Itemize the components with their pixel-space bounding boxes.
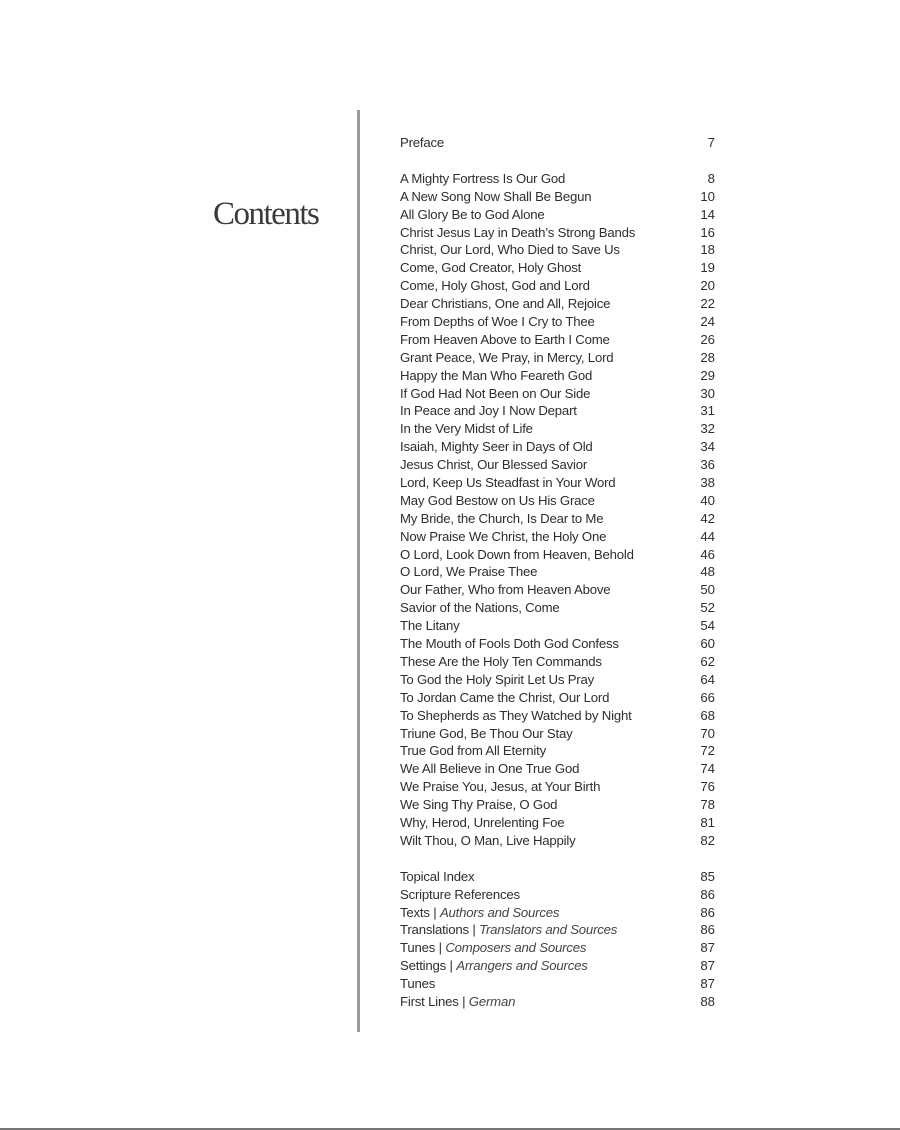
toc-entry[interactable] xyxy=(400,689,715,707)
toc-entry-title-text: My Bride, the Church, Is Dear to Me xyxy=(400,510,604,526)
toc-entry-title xyxy=(400,438,593,456)
toc-entry-title xyxy=(400,868,474,886)
toc-entry-page-number: 22 xyxy=(700,296,715,312)
toc-entry-title xyxy=(400,420,533,438)
toc-entry-title xyxy=(400,295,610,313)
toc-hymns-section xyxy=(400,170,715,850)
toc-entry-page-number: 66 xyxy=(700,689,715,705)
toc-entry[interactable] xyxy=(400,367,715,385)
toc-entry[interactable] xyxy=(400,939,715,957)
toc-entry-title xyxy=(400,617,460,635)
toc-entry-page-number: 85 xyxy=(700,868,715,884)
toc-entry[interactable] xyxy=(400,671,715,689)
toc-entry-page-number: 68 xyxy=(700,707,715,723)
toc-entry[interactable] xyxy=(400,134,715,152)
toc-entry-page-number: 10 xyxy=(700,188,715,204)
toc-entry-title xyxy=(400,653,602,671)
toc-entry[interactable] xyxy=(400,814,715,832)
toc-entry-page-number: 50 xyxy=(700,582,715,598)
toc-entry-title-text: Texts | xyxy=(400,904,440,920)
toc-entry-subtitle: German xyxy=(468,993,516,1009)
toc-entry-title-text: Triune God, Be Thou Our Stay xyxy=(400,725,573,741)
toc-entry-title-text: Christ Jesus Lay in Death’s Strong Bands xyxy=(400,224,636,240)
toc-entry-page-number: 60 xyxy=(700,636,715,652)
toc-entry-page-number: 62 xyxy=(700,653,715,669)
toc-entry[interactable] xyxy=(400,904,715,922)
toc-entry-title-text: Tunes xyxy=(400,976,436,992)
toc-entry[interactable] xyxy=(400,796,715,814)
toc-entry-title xyxy=(400,331,610,349)
toc-entry[interactable] xyxy=(400,707,715,725)
toc-entry-page-number: 64 xyxy=(700,671,715,687)
toc-entry-title xyxy=(400,349,613,367)
toc-entry-title xyxy=(400,760,579,778)
toc-entry-title xyxy=(400,921,617,939)
toc-entry[interactable] xyxy=(400,581,715,599)
toc-entry-title-text: To God the Holy Spirit Let Us Pray xyxy=(400,671,595,687)
toc-entry-title-text: We Sing Thy Praise, O God xyxy=(400,797,558,813)
toc-entry[interactable] xyxy=(400,832,715,850)
toc-entry-page-number: 16 xyxy=(700,224,715,240)
toc-entry[interactable] xyxy=(400,742,715,760)
toc-entry[interactable] xyxy=(400,259,715,277)
toc-entry-title-text: Happy the Man Who Feareth God xyxy=(400,367,593,383)
toc-entry-title xyxy=(400,402,577,420)
toc-entry[interactable] xyxy=(400,975,715,993)
toc-entry-title-text: In Peace and Joy I Now Depart xyxy=(400,403,577,419)
toc-entry-title-text: Savior of the Nations, Come xyxy=(400,600,560,616)
toc-entry-page-number: 88 xyxy=(700,993,715,1009)
toc-entry-page-number: 34 xyxy=(700,439,715,455)
toc-entry-title-text: To Jordan Came the Christ, Our Lord xyxy=(400,689,610,705)
toc-entry-title xyxy=(400,224,635,242)
toc-entry-page-number: 42 xyxy=(700,510,715,526)
toc-entry-page-number: 48 xyxy=(700,564,715,580)
toc-entry-page-number: 20 xyxy=(700,278,715,294)
toc-entry-page-number: 14 xyxy=(700,206,715,222)
toc-entry-title xyxy=(400,635,619,653)
toc-entry-title xyxy=(400,546,634,564)
toc-entry[interactable] xyxy=(400,778,715,796)
toc-entry[interactable] xyxy=(400,993,715,1011)
toc-entry-title xyxy=(400,259,581,277)
toc-entry-title-text: Isaiah, Mighty Seer in Days of Old xyxy=(400,439,593,455)
toc-entry-title-text: O Lord, Look Down from Heaven, Behold xyxy=(400,546,634,562)
toc-entry-title xyxy=(400,474,615,492)
toc-entry-title xyxy=(400,241,620,259)
toc-entry-page-number: 72 xyxy=(700,743,715,759)
toc-entry-title-text: All Glory Be to God Alone xyxy=(400,206,545,222)
toc-entry-page-number: 29 xyxy=(700,367,715,383)
toc-entry[interactable] xyxy=(400,456,715,474)
toc-entry-page-number: 86 xyxy=(700,904,715,920)
toc-entry-title-text: Preface xyxy=(400,135,445,150)
toc-entry-page-number: 52 xyxy=(700,600,715,616)
toc-entry[interactable] xyxy=(400,188,715,206)
toc-entry-title-text: First Lines | xyxy=(400,993,469,1009)
toc-entry-page-number: 76 xyxy=(700,779,715,795)
toc-entry[interactable] xyxy=(400,492,715,510)
toc-entry-subtitle: Translators and Sources xyxy=(479,922,618,938)
table-of-contents xyxy=(400,134,715,1029)
toc-entry-title xyxy=(400,886,520,904)
toc-entry-page-number: 32 xyxy=(700,421,715,437)
toc-entry-page-number: 19 xyxy=(700,260,715,276)
toc-entry-page-number: 24 xyxy=(700,314,715,330)
toc-entry-title-text: O Lord, We Praise Thee xyxy=(400,564,538,580)
toc-entry-title-text: These Are the Holy Ten Commands xyxy=(400,653,602,669)
toc-entry[interactable] xyxy=(400,546,715,564)
toc-entry[interactable] xyxy=(400,886,715,904)
toc-entry[interactable] xyxy=(400,528,715,546)
toc-entry-title-text: We All Believe in One True God xyxy=(400,761,580,777)
vertical-divider xyxy=(357,110,360,1032)
toc-entry-page-number: 87 xyxy=(700,940,715,956)
toc-entry-title-text: Topical Index xyxy=(400,868,475,884)
toc-entry[interactable] xyxy=(400,635,715,653)
toc-entry-title-text: Wilt Thou, O Man, Live Happily xyxy=(400,832,576,848)
toc-entry[interactable] xyxy=(400,385,715,403)
toc-entry-page-number: 18 xyxy=(700,242,715,258)
toc-entry[interactable] xyxy=(400,295,715,313)
toc-entry[interactable] xyxy=(400,921,715,939)
toc-entry-page-number: 78 xyxy=(700,797,715,813)
toc-entry-title-text: Our Father, Who from Heaven Above xyxy=(400,582,611,598)
toc-entry[interactable] xyxy=(400,313,715,331)
toc-entry-title xyxy=(400,188,591,206)
toc-entry-title xyxy=(400,581,610,599)
toc-entry-page-number: 36 xyxy=(700,457,715,473)
toc-entry-title-text: In the Very Midst of Life xyxy=(400,421,533,437)
toc-entry-title xyxy=(400,975,435,993)
toc-entry-title xyxy=(400,367,592,385)
toc-entry-title xyxy=(400,796,557,814)
toc-entry-title xyxy=(400,277,590,295)
toc-entry-title xyxy=(400,599,560,617)
toc-entry-subtitle: Authors and Sources xyxy=(439,904,560,920)
toc-entry-page-number: 74 xyxy=(700,761,715,777)
toc-entry-title-text: Come, God Creator, Holy Ghost xyxy=(400,260,582,276)
toc-entry-title-text: To Shepherds as They Watched by Night xyxy=(400,707,632,723)
toc-entry[interactable] xyxy=(400,617,715,635)
toc-entry[interactable] xyxy=(400,224,715,242)
toc-entry-page-number: 86 xyxy=(700,886,715,902)
toc-entry[interactable] xyxy=(400,725,715,743)
toc-entry-title xyxy=(400,742,546,760)
toc-entry-subtitle: Composers and Sources xyxy=(445,940,587,956)
toc-entry-title xyxy=(400,510,603,528)
toc-entry-title xyxy=(400,206,545,224)
toc-entry-title xyxy=(400,492,595,510)
toc-entry-title-text: May God Bestow on Us His Grace xyxy=(400,492,595,508)
toc-indexes-section xyxy=(400,868,715,1011)
toc-entry-page-number: 40 xyxy=(700,492,715,508)
toc-entry-title-text: Scripture References xyxy=(400,886,520,902)
toc-entry-page-number: 54 xyxy=(700,618,715,634)
toc-entry-page-number: 31 xyxy=(700,403,715,419)
toc-entry-title-text: Translations | xyxy=(400,922,480,938)
toc-entry[interactable] xyxy=(400,474,715,492)
toc-entry-page-number: 28 xyxy=(700,349,715,365)
toc-entry-title-text: Settings | xyxy=(400,958,457,974)
toc-front-section xyxy=(400,134,715,152)
toc-entry-title xyxy=(400,993,515,1011)
toc-entry[interactable] xyxy=(400,206,715,224)
toc-entry-title xyxy=(400,725,573,743)
toc-entry-page-number: 87 xyxy=(700,958,715,974)
toc-entry-page-number: 87 xyxy=(700,976,715,992)
toc-entry-title-text: A Mighty Fortress Is Our God xyxy=(400,170,566,186)
toc-entry-title-text: Tunes | xyxy=(400,940,446,956)
toc-entry-page-number: 44 xyxy=(700,528,715,544)
toc-entry[interactable] xyxy=(400,277,715,295)
toc-entry-title-text: From Heaven Above to Earth I Come xyxy=(400,331,610,347)
toc-entry[interactable] xyxy=(400,599,715,617)
toc-entry-page-number: 8 xyxy=(707,170,715,186)
toc-entry-title-text: A New Song Now Shall Be Begun xyxy=(400,188,592,204)
toc-entry-title xyxy=(400,456,587,474)
toc-entry-title xyxy=(400,957,588,975)
toc-entry-title-text: True God from All Eternity xyxy=(400,743,547,759)
toc-entry[interactable] xyxy=(400,438,715,456)
toc-entry-title-text: Grant Peace, We Pray, in Mercy, Lord xyxy=(400,349,614,365)
toc-entry-page-number: 30 xyxy=(700,385,715,401)
toc-entry-page-number: 81 xyxy=(700,814,715,830)
toc-entry-title-text: The Mouth of Fools Doth God Confess xyxy=(400,636,619,652)
toc-entry-page-number: 26 xyxy=(700,331,715,347)
toc-entry[interactable] xyxy=(400,957,715,975)
toc-entry-title-text: Lord, Keep Us Steadfast in Your Word xyxy=(400,475,616,491)
toc-entry-page-number: 38 xyxy=(700,475,715,491)
toc-entry-title xyxy=(400,707,632,725)
toc-entry-page-number: 46 xyxy=(700,546,715,562)
toc-entry-title-text: If God Had Not Been on Our Side xyxy=(400,385,591,401)
toc-entry-page-number: 82 xyxy=(700,832,715,848)
toc-entry-title xyxy=(400,814,564,832)
toc-entry-title-text: From Depths of Woe I Cry to Thee xyxy=(400,314,595,330)
toc-entry[interactable] xyxy=(400,760,715,778)
toc-entry-title xyxy=(400,528,606,546)
toc-entry-title-text: Now Praise We Christ, the Holy One xyxy=(400,528,607,544)
toc-entry-title-text: Why, Herod, Unrelenting Foe xyxy=(400,814,565,830)
toc-entry-title-text: Christ, Our Lord, Who Died to Save Us xyxy=(400,242,620,258)
toc-entry[interactable] xyxy=(400,331,715,349)
toc-entry[interactable] xyxy=(400,349,715,367)
toc-entry-title-text: Jesus Christ, Our Blessed Savior xyxy=(400,457,588,473)
toc-entry-title-text: Dear Christians, One and All, Rejoice xyxy=(400,296,611,312)
toc-entry-title-text: We Praise You, Jesus, at Your Birth xyxy=(400,779,601,795)
toc-entry[interactable] xyxy=(400,563,715,581)
toc-entry-title xyxy=(400,313,595,331)
toc-entry[interactable] xyxy=(400,868,715,886)
toc-entry-page-number: 86 xyxy=(700,922,715,938)
toc-entry[interactable] xyxy=(400,653,715,671)
toc-entry-title xyxy=(400,939,586,957)
toc-entry-subtitle: Arrangers and Sources xyxy=(456,958,588,974)
toc-entry-title-text: The Litany xyxy=(400,618,460,634)
toc-entry[interactable] xyxy=(400,420,715,438)
toc-entry-title xyxy=(400,904,559,922)
toc-entry[interactable] xyxy=(400,170,715,188)
toc-entry[interactable] xyxy=(400,510,715,528)
toc-entry-title xyxy=(400,385,590,403)
toc-entry-title xyxy=(400,170,565,188)
toc-entry-page-number: 7 xyxy=(707,135,715,150)
toc-entry[interactable] xyxy=(400,402,715,420)
toc-entry-title xyxy=(400,563,537,581)
toc-entry-title xyxy=(400,671,594,689)
toc-entry-title-text: Come, Holy Ghost, God and Lord xyxy=(400,278,590,294)
toc-entry-title xyxy=(400,134,444,152)
toc-entry-title xyxy=(400,778,600,796)
toc-entry[interactable] xyxy=(400,241,715,259)
page-title: Contents xyxy=(213,196,319,232)
toc-entry-page-number: 70 xyxy=(700,725,715,741)
toc-entry-title xyxy=(400,689,609,707)
toc-entry-title xyxy=(400,832,576,850)
